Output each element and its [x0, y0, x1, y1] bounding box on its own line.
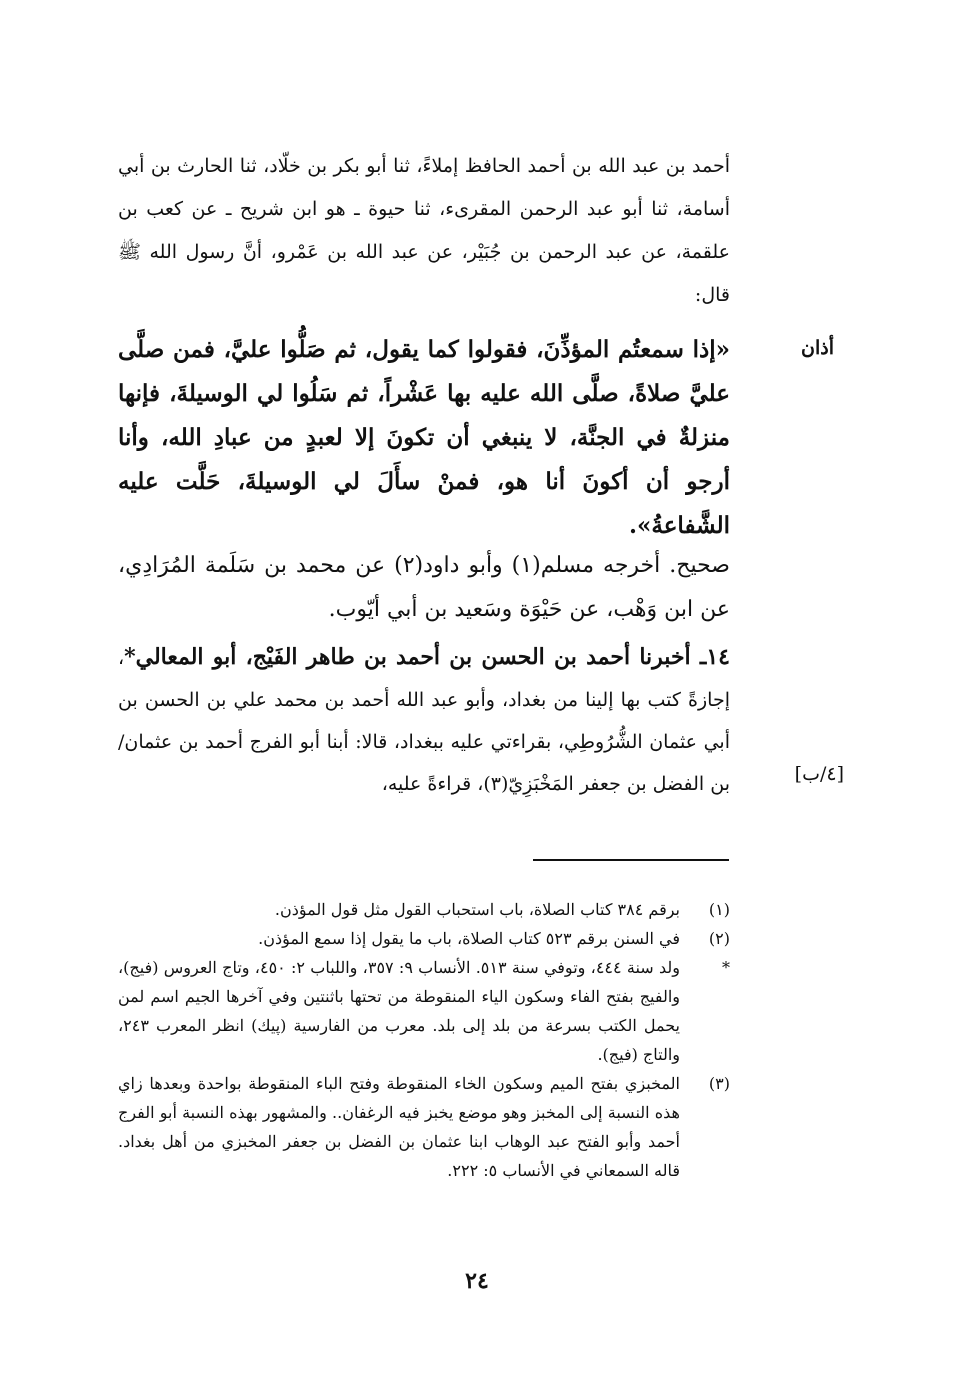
footnote: [118, 924, 730, 953]
footnote-text: ولد سنة ٤٤٤، وتوفي سنة ٥١٣. الأنساب ٩: ٣٥٧، واللباب ٢: ٤٥٠، وتاج العروس (فيج)، والفيج بفتح الفاء وسكون الياء المنقوطة من تحتها باثنتين وفي آخرها الجيم اسم لمن يحمل الكتب بسرعة من بلد إلى بلد. معرب من الفارسية (پيك) انظر المعرب ٢٤٣، والتاج (فيج).: [118, 958, 681, 1064]
hadith-text: «إذا سمعتُم المؤذِّنَ، فقولوا كما يقول، ثم صَلُّوا عليَّ، فمن صلَّى عليَّ صلاةً، صلَّى الله عليه بها عَشْراً، ثم سَلُوا لي الوسيلةَ، فإنها منزلةٌ في الجنَّة، لا ينبغي أن تكونَ إلا لعبدٍ من عبادِ الله، وأنا أرجو أن أكونَ أنا هو، فمنْ سأَلَ لي الوسيلةَ، حَلَّت عليه الشَّفاعةُ».: [118, 336, 730, 539]
hadith-14-paragraph: [118, 636, 730, 805]
footnote-number: *: [722, 958, 730, 977]
footnote-number: (٣): [708, 1074, 730, 1093]
footnote-separator: [533, 859, 729, 861]
footnote-text: برقم ٣٨٤ كتاب الصلاة، باب استحباب القول مثل قول المؤذن.: [274, 900, 680, 919]
footnote-number: (٢): [708, 929, 730, 948]
footnote: [118, 953, 730, 1069]
footnote-number: (١): [708, 900, 730, 919]
hadith-14-body: ، إجازةً كتب بها إلينا من بغداد، وأبو عبد الله أحمد بن محمد علي بن الحسن بن أبي عثمان الشُّرُوطِي، بقراءتي عليه ببغداد، قالا: أبنا أبو الفرج أحمد بن عثمان/ بن الفضل بن جعفر المَخْبَزِيّ(٣)، قراءةً عليه،: [118, 647, 730, 795]
takhrij-paragraph: صحيح. أخرجه مسلم(١) وأبو داود(٢) عن محمد بن سَلَمة المُرَادِي، عن ابن وَهْب، عن حَيْوَة وسَعيد بن أبي أيّوب.: [118, 553, 730, 622]
margin-note-adhan: أذان: [801, 337, 834, 359]
isnad-paragraph: أحمد بن عبد الله بن أحمد الحافظ إملاءً، ثنا أبو بكر بن خلّاد، ثنا الحارث بن أبي أسامة، ثنا أبو عبد الرحمن المقرىء، ثنا حيوة ـ هو ابن شريح ـ عن كعب بن علقمة، عن عبد الرحمن بن جُبَيْر، عن عبد الله بن عَمْرو، أنَّ رسول الله ﷺ قال:: [118, 155, 730, 306]
footnote-text: في السنن برقم ٥٢٣ كتاب الصلاة، باب ما يقول إذا سمع المؤذن.: [258, 929, 680, 948]
footnote: [118, 1069, 730, 1185]
footnotes: [118, 895, 730, 1185]
footnote: [118, 895, 730, 924]
margin-note-folio-ref: [٤/ب]: [794, 763, 844, 785]
footnote-text: المخبزي بفتح الميم وسكون الخاء المنقوطة وفتح الباء المنقوطة بواحدة وبعدها زاي هذه النسبة إلى المخبز وهو موضع يخبز فيه الرغفان.. والمشهور بهذه النسبة أبو الفرج أحمد وأبو الفتح عبد الوهاب ابنا عثمان بن الفضل بن جعفر المخبزي من أهل بغداد. قاله السمعاني في الأنساب ٥: ٢٢٢.: [118, 1074, 680, 1180]
page-number: ٢٤: [465, 1268, 489, 1294]
hadith-14-heading: ١٤ـ أخبرنا أحمد بن الحسن بن أحمد بن طاهر الفَيْج، أبو المعالي*: [124, 644, 730, 670]
